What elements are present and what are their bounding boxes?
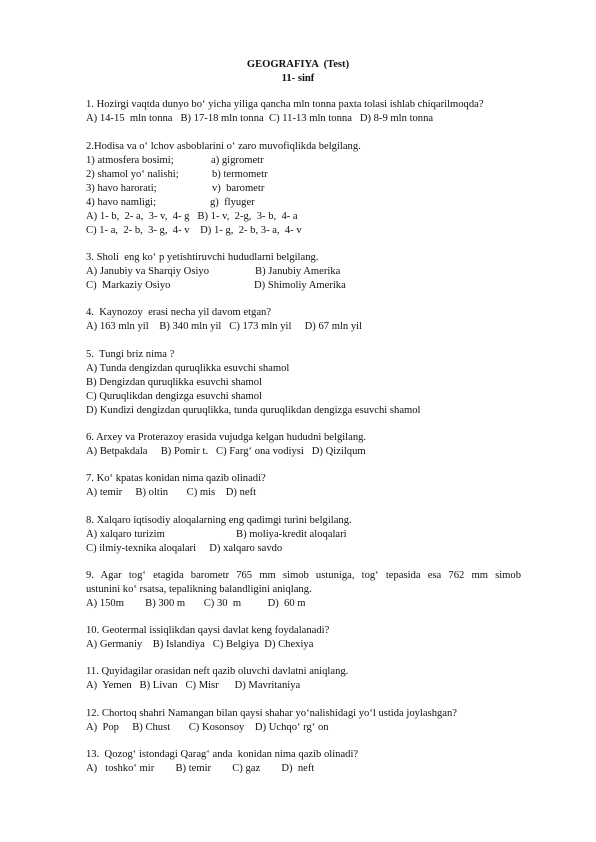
question-3-option-a: A) Janubiy va Sharqiy Osiyo (86, 266, 209, 277)
question-13: 13. Qozog‘ istondagi Qarag‘ anda konidan nima qazib olinadi? (86, 749, 359, 760)
question-2-pair-4-left: 4) havo namligi; (86, 197, 157, 208)
question-2-pair-4-right: g) flyuger (210, 197, 255, 208)
question-8: 8. Xalqaro iqtisodiy aloqalarning eng qadimgi turini belgilang. (86, 515, 352, 526)
question-5: 5. Tungi briz nima ? (86, 349, 175, 360)
question-8-options-cd: C) ilmiy-texnika aloqalari D) xalqaro savdo (86, 543, 283, 554)
question-7: 7. Ko‘ kpatas konidan nima qazib olinadi? (86, 473, 266, 484)
question-3-option-b: B) Janubiy Amerika (255, 266, 341, 277)
question-6-answers: A) Betpakdala B) Pomir t. C) Farg‘ ona vodiysi D) Qizilqum (86, 446, 366, 457)
question-11-answers: A) Yemen B) Livan C) Misr D) Mavritaniya (86, 680, 301, 691)
question-10: 10. Geotermal issiqlikdan qaysi davlat keng foydalanadi? (86, 625, 330, 636)
question-9-line-2: ustunini ko‘ rsatsa, tepalikning balandligini aniqlang. (86, 584, 312, 595)
question-6: 6. Arxey va Proterazoy erasida vujudga kelgan hududni belgilang. (86, 432, 367, 443)
page-title: GEOGRAFIYA (Test) (246, 59, 350, 70)
question-5-option-c: C) Quruqlikdan dengizga esuvchi shamol (86, 391, 262, 402)
question-8-option-b: B) moliya-kredit aloqalari (236, 529, 347, 540)
question-12-answers: A) Pop B) Chust C) Kosonsoy D) Uchqo‘ rg‘ on (86, 722, 329, 733)
question-8-option-a: A) xalqaro turizim (86, 529, 165, 540)
question-5-option-b: B) Dengizdan quruqlikka esuvchi shamol (86, 377, 262, 388)
question-3-option-c: C) Markaziy Osiyo (86, 280, 171, 291)
question-2-pair-3-left: 3) havo harorati; (86, 183, 157, 194)
question-2-answers-1: A) 1- b, 2- a, 3- v, 4- g B) 1- v, 2-g, 3- b, 4- a (86, 211, 298, 222)
question-9-line-1: 9. Agar tog‘ etagida barometr 765 mm simob ustuniga, tog‘ tepasida esa 762 mm simob (86, 570, 521, 581)
question-2-pair-2-right: b) termometr (212, 169, 268, 180)
question-3-option-d: D) Shimoliy Amerika (254, 280, 346, 291)
question-7-answers: A) temir B) oltin C) mis D) neft (86, 487, 257, 498)
question-9-answers: A) 150m B) 300 m C) 30 m D) 60 m (86, 598, 306, 609)
question-5-option-d: D) Kundizi dengizdan quruqlikka, tunda quruqlikdan dengizga esuvchi shamol (86, 405, 421, 416)
question-2: 2.Hodisa va o‘ lchov asboblarini o‘ zaro muvofiqlikda belgilang. (86, 141, 361, 152)
question-2-answers-2: C) 1- a, 2- b, 3- g, 4- v D) 1- g, 2- b, 3- a, 4- v (86, 225, 302, 236)
question-4-answers: A) 163 mln yil B) 340 mln yil C) 173 mln yil D) 67 mln yil (86, 321, 363, 332)
question-1-answers: A) 14-15 mln tonna B) 17-18 mln tonna C) 11-13 mln tonna D) 8-9 mln tonna (86, 113, 434, 124)
question-2-pair-2-left: 2) shamol yo‘ nalishi; (86, 169, 179, 180)
question-4: 4. Kaynozoy erasi necha yil davom etgan? (86, 307, 272, 318)
question-12: 12. Chortoq shahri Namangan bilan qaysi shahar yo‘nalishidagi yo‘l ustida joylashgan? (86, 708, 457, 719)
question-2-pair-3-right: v) barometr (212, 183, 265, 194)
question-13-answers: A) toshko‘ mir B) temir C) gaz D) neft (86, 763, 315, 774)
question-2-pair-1-right: a) gigrometr (211, 155, 264, 166)
question-3: 3. Sholi eng ko‘ p yetishtiruvchi hududlarni belgilang. (86, 252, 319, 263)
page-subtitle: 11- sinf (281, 73, 315, 84)
question-5-option-a: A) Tunda dengizdan quruqlikka esuvchi shamol (86, 363, 290, 374)
question-10-answers: A) Germaniy B) Islandiya C) Belgiya D) Chexiya (86, 639, 314, 650)
question-11: 11. Quyidagilar orasidan neft qazib oluvchi davlatni aniqlang. (86, 666, 349, 677)
question-2-pair-1-left: 1) atmosfera bosimi; (86, 155, 174, 166)
question-1: 1. Hozirgi vaqtda dunyo bo‘ yicha yiliga qancha mln tonna paxta tolasi ishlab chiqarilmoqda? (86, 99, 484, 110)
